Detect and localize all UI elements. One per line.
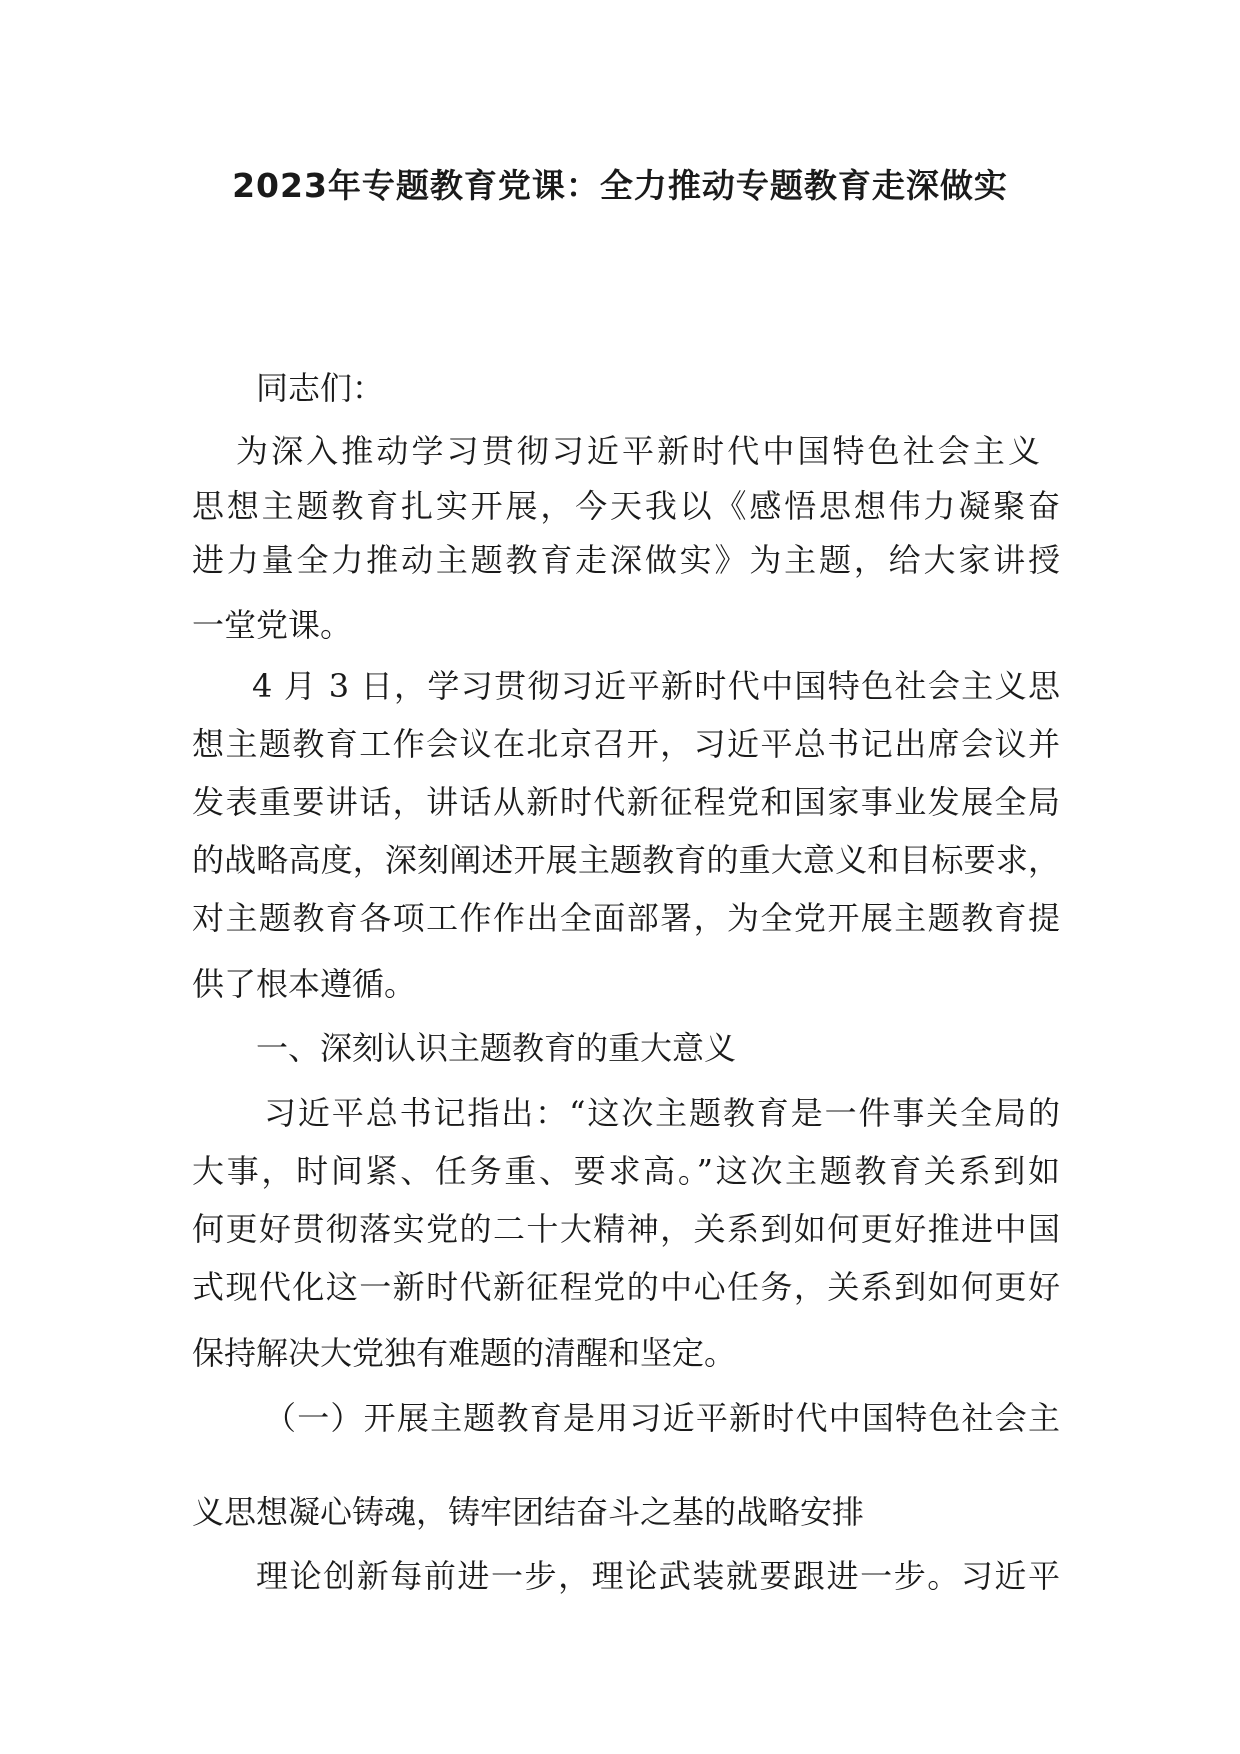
paragraph-line: 供了根本遵循。 (192, 965, 417, 1003)
paragraph-line: 进力量全力推动主题教育走深做实》为主题，给大家讲授 (192, 541, 1060, 579)
paragraph-line: 保持解决大党独有难题的清醒和坚定。 (192, 1334, 737, 1372)
paragraph-line: 一堂党课。 (192, 606, 353, 644)
paragraph-line: 想主题教育工作会议在北京召开，习近平总书记出席会议并 (192, 725, 1060, 763)
subsection-heading: （一）开展主题教育是用习近平新时代中国特色社会主 (264, 1399, 1060, 1437)
paragraph-line: 4 月 3 日，学习贯彻习近平新时代中国特色社会主义思 (252, 667, 1060, 705)
paragraph-line: 对主题教育各项工作作出全面部署，为全党开展主题教育提 (192, 899, 1060, 937)
paragraph-line: 理论创新每前进一步，理论武装就要跟进一步。习近平 (256, 1557, 1060, 1595)
section-heading: 一、深刻认识主题教育的重大意义 (256, 1029, 737, 1067)
paragraph-line: 为深入推动学习贯彻习近平新时代中国特色社会主义 (236, 432, 1040, 470)
salutation: 同志们： (256, 369, 385, 407)
paragraph-line: 习近平总书记指出：“这次主题教育是一件事关全局的 (264, 1094, 1060, 1132)
document-title: 2023年专题教育党课：全力推动专题教育走深做实 (232, 166, 1008, 205)
paragraph-line: 的战略高度，深刻阐述开展主题教育的重大意义和目标要求， (192, 841, 1060, 879)
paragraph-line: 大事，时间紧、任务重、要求高。”这次主题教育关系到如 (192, 1152, 1060, 1190)
paragraph-line: 式现代化这一新时代新征程党的中心任务，关系到如何更好 (192, 1268, 1060, 1306)
subsection-heading: 义思想凝心铸魂，铸牢团结奋斗之基的战略安排 (192, 1493, 865, 1531)
paragraph-line: 发表重要讲话，讲话从新时代新征程党和国家事业发展全局 (192, 783, 1060, 821)
paragraph-line: 思想主题教育扎实开展，今天我以《感悟思想伟力凝聚奋 (192, 487, 1060, 525)
paragraph-line: 何更好贯彻落实党的二十大精神，关系到如何更好推进中国 (192, 1210, 1060, 1248)
